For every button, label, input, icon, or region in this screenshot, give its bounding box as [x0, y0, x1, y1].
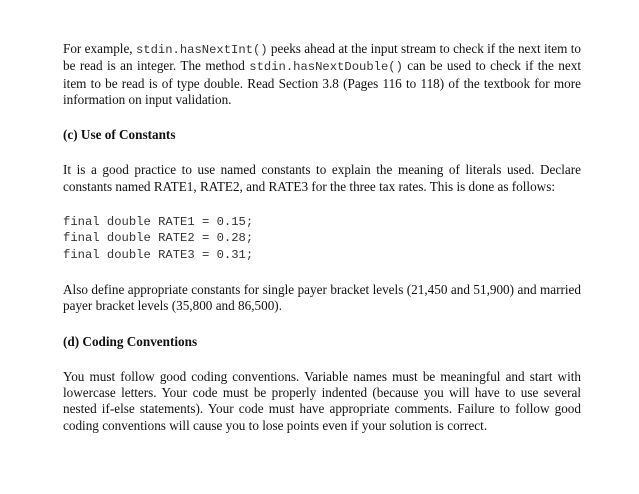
- conventions-paragraph: You must follow good coding conventions. Variable names must be meaningful and start with lowercase letters. Your code must be properly indented (because you will have to use several nested if-else statements). Your code must have appropriate comments. Failure to follow good coding conventions will cause you to lose points even if your solution is correct.: [63, 368, 581, 433]
- intro-text-mid: peeks ahead at the input stream to check if the next item to be read is an integer. The method: [63, 41, 581, 74]
- section-heading-constants: (c) Use of Constants: [63, 127, 176, 143]
- code-line: final double RATE2 = 0.28;: [63, 231, 254, 246]
- code-line: final double RATE1 = 0.15;: [63, 215, 254, 230]
- inline-code-hasnextint: stdin.hasNextInt(): [135, 43, 268, 57]
- intro-paragraph: [63, 41, 581, 108]
- constants-paragraph: It is a good practice to use named constants to explain the meaning of literals used. Declare constants named RATE1, RATE2, and RATE3 for the three tax rates. This is done as follows:: [63, 162, 581, 194]
- intro-text-post: can be used to check if the next item to be read is of type double. Read Section 3.8 (Pages 116 to 118) of the textbook for more information on input validation.: [63, 58, 582, 107]
- code-line: final double RATE3 = 0.31;: [63, 247, 254, 262]
- section-heading-conventions: (d) Coding Conventions: [63, 333, 198, 349]
- inline-code-hasnextdouble: stdin.hasNextDouble(): [249, 60, 403, 75]
- document-page: [63, 41, 581, 453]
- intro-text-pre: For example,: [63, 41, 136, 56]
- bracket-levels-paragraph: Also define appropriate constants for single payer bracket levels (21,450 and 51,900) and married payer bracket levels (35,800 and 86,500).: [63, 281, 581, 314]
- code-block: [63, 214, 581, 263]
